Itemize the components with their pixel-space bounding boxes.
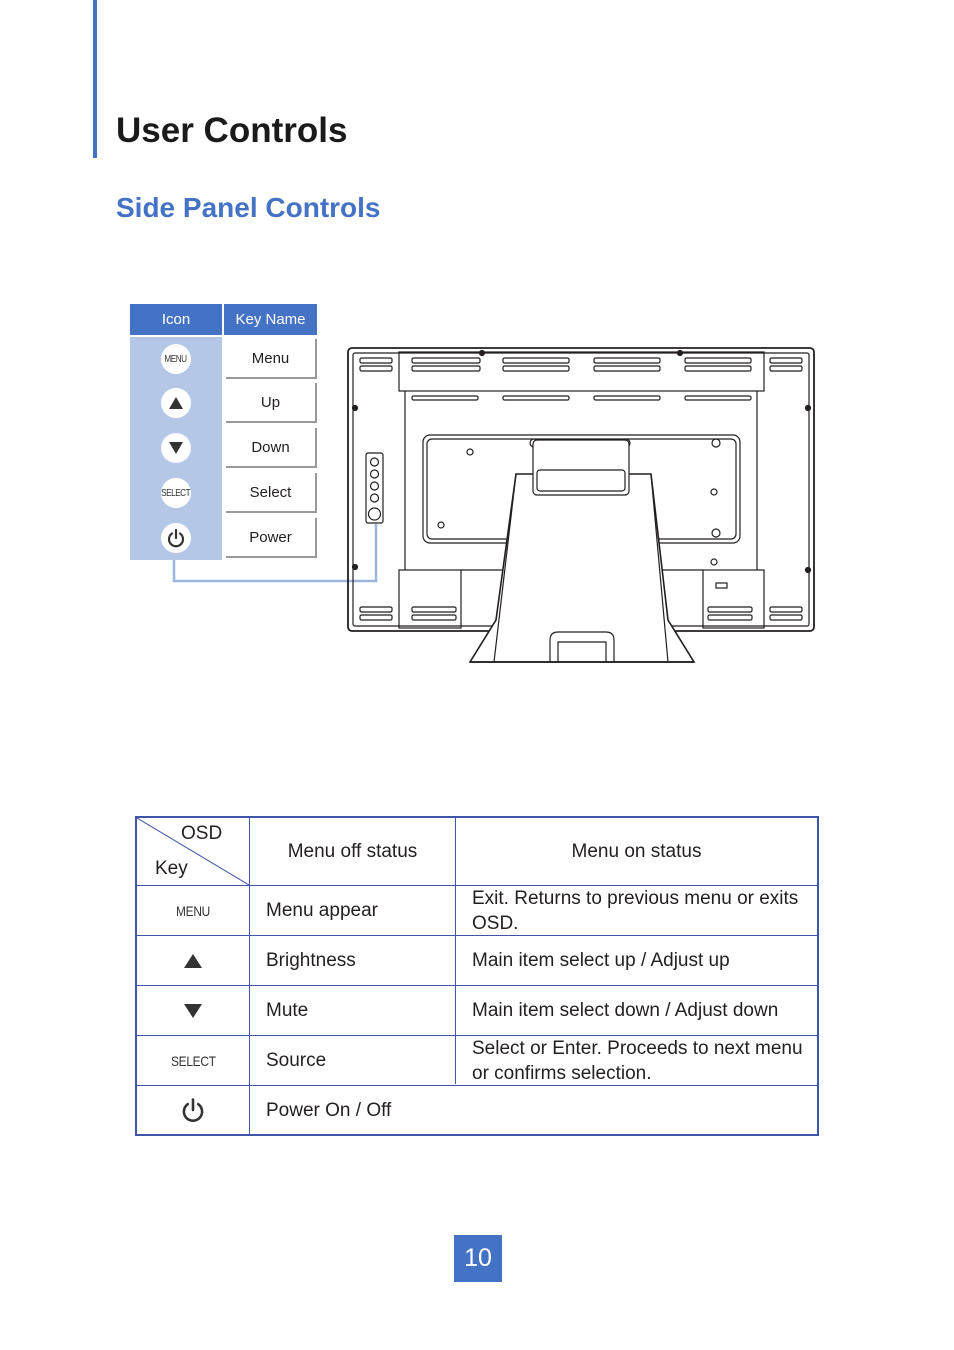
vents-top <box>360 358 802 400</box>
osd-row-up-on: Main item select up / Adjust up <box>472 950 730 971</box>
osd-row-down-on: Main item select down / Adjust down <box>472 1000 779 1021</box>
osd-row-menu-off: Menu appear <box>266 900 378 921</box>
select-icon-label: SELECT <box>161 487 191 499</box>
osd-row-power-off: Power On / Off <box>266 1099 392 1121</box>
key-name-menu: Menu <box>226 339 317 379</box>
key-table-header-icon: Icon <box>130 304 222 335</box>
menu-icon-label: MENU <box>164 353 188 365</box>
osd-table <box>135 816 819 1136</box>
osd-corner-bottom: Key <box>155 858 188 879</box>
up-arrow-icon <box>137 936 249 985</box>
key-name-up: Up <box>226 383 317 423</box>
key-name-power: Power <box>226 518 317 558</box>
osd-corner-top: OSD <box>181 823 223 844</box>
osd-row-select-off: Source <box>266 1050 327 1071</box>
key-table-header-name: Key Name <box>224 304 317 335</box>
osd-row-down-off: Mute <box>266 1000 309 1021</box>
section-title: Side Panel Controls <box>116 192 381 223</box>
osd-row-menu-on: Exit. Returns to previous menu or exits OSD. <box>472 887 799 934</box>
down-arrow-icon <box>137 986 249 1035</box>
power-icon <box>137 1086 249 1134</box>
menu-icon <box>137 886 249 935</box>
osd-header-on: Menu on status <box>571 840 702 862</box>
osd-key-select-label: SELECT <box>170 1052 216 1069</box>
key-name-select: Select <box>226 473 317 513</box>
stand <box>470 474 694 662</box>
osd-row-up-off: Brightness <box>266 950 356 971</box>
osd-key-menu-label: MENU <box>175 902 211 919</box>
page-title: User Controls <box>116 111 348 150</box>
page-number: 10 <box>454 1235 502 1282</box>
osd-header-off: Menu off status <box>287 840 418 862</box>
key-name-down: Down <box>226 428 317 468</box>
connector-line <box>174 524 376 581</box>
osd-row-select-on: Select or Enter. Proceeds to next menu or confirms selection. <box>472 1037 803 1084</box>
select-icon <box>137 1036 249 1085</box>
